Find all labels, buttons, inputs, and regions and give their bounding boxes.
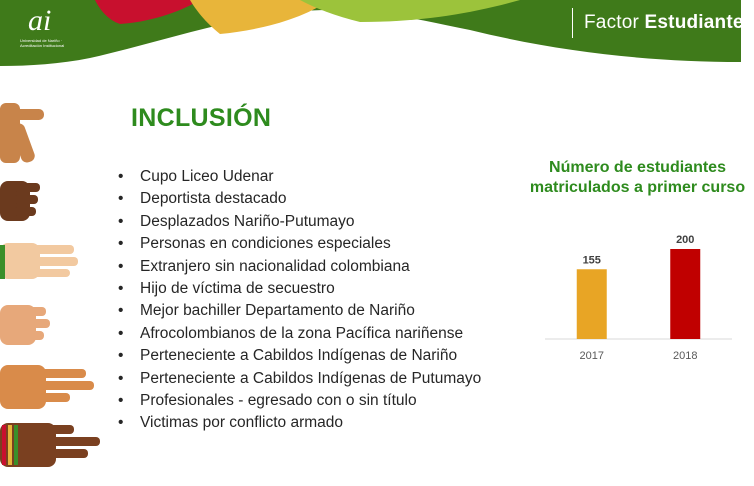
header-title-bold: Estudiantes [644,12,754,33]
list-item-text: Perteneciente a Cabildos Indígenas de Nariño [140,347,458,365]
logo-mark: ai [28,4,52,37]
list-item-text: Hijo de víctima de secuestro [140,279,335,297]
bar-2018 [670,249,700,339]
bullet-marker: • [118,279,124,297]
list-item-text: Deportista destacado [140,190,287,208]
header-title-light: Factor [584,12,640,33]
bullet-marker: • [118,369,124,387]
bullet-marker: • [118,257,124,275]
bullet-marker: • [118,168,124,185]
list-item-text: Extranjero sin nacionalidad colombiana [140,257,410,275]
section-title: INCLUSIÓN [131,104,272,132]
bullet-marker: • [118,212,124,230]
data-label-2018: 200 [676,234,695,246]
bullet-marker: • [118,414,124,432]
bullet-marker: • [118,324,124,342]
bullet-marker: • [118,347,124,365]
bar-2017 [577,269,607,339]
tick-label-2018: 2018 [673,350,698,362]
list-item-text: Personas en condiciones especiales [140,235,391,253]
list-item-text: Desplazados Nariño-Putumayo [140,212,355,230]
chart-title: Número de estudiantes matriculados a primer curso [529,159,746,196]
list-item-text: Profesionales - egresado con o sin título [140,391,417,409]
list-item-text: Cupo Liceo Udenar [140,168,274,185]
tick-label-2017: 2017 [579,350,604,362]
bullet-marker: • [118,391,124,409]
bullet-marker: • [118,235,124,253]
list-item-text: Afrocolombianos de la zona Pacífica nariñense [140,324,464,342]
list-item-text: Mejor bachiller Departamento de Nariño [140,302,415,320]
logo-caption: Universidad de Nariño · Acreditación Institucional [20,38,65,48]
list-item-text: Victimas por conflicto armado [140,414,344,432]
data-label-2017: 155 [582,254,601,267]
list-item-text: Perteneciente a Cabildos Indígenas de Putumayo [140,369,482,387]
bullet-marker: • [118,302,124,320]
bullet-marker: • [118,190,124,208]
